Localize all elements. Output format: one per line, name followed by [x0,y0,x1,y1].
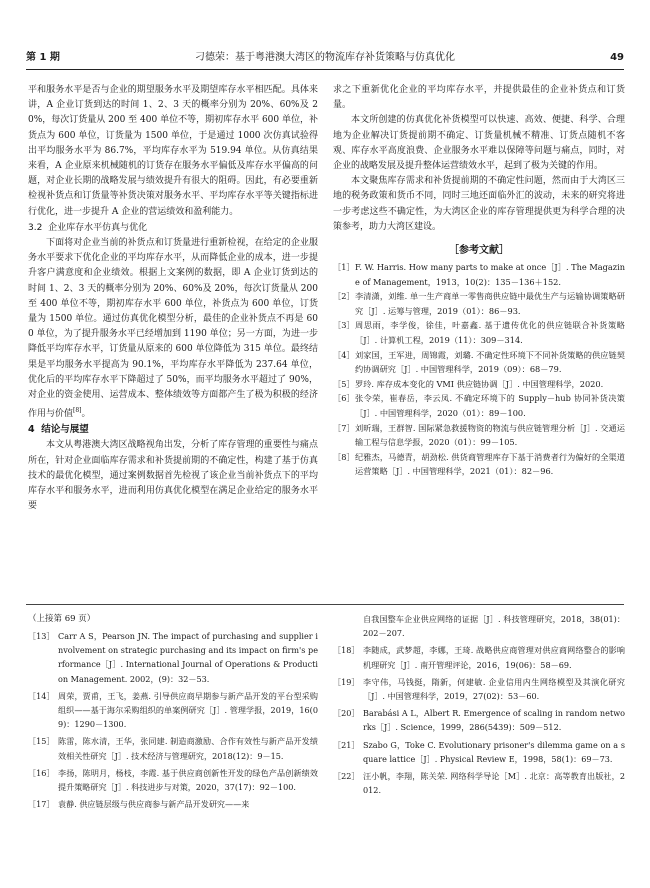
reference-item [333,738,625,766]
reference-number: ［13］ [28,631,55,641]
reference-item [333,706,625,734]
reference-number: ［21］ [333,739,360,750]
reference-item [333,612,625,640]
reference-number: ［4］ [333,349,355,360]
issue-label: 第 1 期 [26,52,60,63]
reference-list [333,260,625,479]
reference-number: ［8］ [333,451,355,462]
reference-text: 袁静. 供应链层级与供应商参与新产品开发研究——来 [58,799,250,810]
continued-refs-right [333,612,625,800]
reference-text: 李清潇，刘维. 单一生产商单一零售商供应链中最优生产与运输协调策略研究［J］. 运筹与管理，2019（01）：86－93. [355,291,625,316]
reference-number: ［14］ [28,690,55,701]
section-number: 4 [28,424,35,436]
reference-text: 汪小帆，李翔，陈关荣. 网络科学导论［M］. 北京：高等教育出版社，2012. [363,771,625,796]
reference-item [333,289,625,318]
reference-item [333,421,625,450]
reference-text: 陈雷，陈水清，王华，张同建. 制造商激励、合作有效性与新产品开发绩效相关性研究［J］. 技术经济与管理研究，2018(12)：9－15. [58,736,318,761]
reference-text: 张令荣，崔春岳，李云凤. 不确定环境下的 Supply－hub 协同补货决策［J］. 中国管理科学，2020（01）：89－100. [355,393,625,418]
reference-text: 自我国整车企业供应网络的证据［J］. 科技管理研究，2018，38(01)：202－207. [363,614,625,639]
reference-item [28,734,318,762]
reference-number: ［16］ [28,767,55,778]
reference-text: 周思雨，李学俊，徐佳，叶嘉鑫. 基于遗传优化的供应链联合补货策略［J］. 计算机工程，2019（11）：309－314. [355,320,625,345]
reference-text: Carr A S，Pearson JN. The impact of purchasing and supplier involvement on strategic purchasing and its impact on firm's performance［J］. International Journal of Operations & Production Management. 2002，(9)：32－53. [58,631,318,684]
citation-marker: [8] [73,407,82,415]
reference-number: ［22］ [333,771,360,782]
reference-text: 李扬，陈明月，杨枝，李霞. 基于供应商创新性开发的绿色产品创新绩效提升策略研究［J］. 科技进步与对策，2020，37(17)：92－100. [58,767,318,793]
reference-item [28,797,318,811]
reference-text: 罗玲. 库存成本变化的 VMI 供应链协调［J］. 中国管理科学，2020. [355,378,604,389]
reference-number: ［1］ [333,262,355,273]
reference-number: ［2］ [333,291,355,302]
reference-item [333,769,625,797]
right-column [333,83,625,479]
body-paragraph: 本文从粤港澳大湾区战略视角出发，分析了库存管理的重要性与痛点所在，针对企业面临库存需求和补货提前期的不确定性，构建了基于仿真技术的最优化模型，通过案例数据首先检视了该企业当前补货点下的平均库存水平和服务水平，进而利用仿真优化模型在满足企业给定的服务水平要 [28,440,318,512]
reference-list [28,629,318,811]
paragraph-end: 。 [81,409,91,420]
reference-list [333,612,625,797]
reference-number: ［19］ [333,676,360,687]
reference-number: ［6］ [333,393,355,404]
section-heading [28,422,318,438]
reference-number: ［20］ [333,708,360,719]
running-title: 刁德荣：基于粤港澳大湾区的物流库存补货策略与仿真优化 [195,52,455,63]
reference-text: 刘昕瑞，王群智. 国际紧急救援物资的物流与供应链管理分析［J］. 交通运输工程与信息学报，2020（01）：99－105. [355,422,625,448]
reference-item [333,348,625,377]
reference-number: ［5］ [333,378,355,389]
left-column [28,83,318,514]
reference-item [333,260,625,289]
page-header [26,48,624,68]
subsection-number: 3.2 [28,222,43,233]
reference-item [28,689,318,732]
reference-text: F. W. Harris. How many parts to make at once［J］. The Magazine of Management，1913，10(2)：135－136＋152. [355,262,625,287]
section-title: 结论与展望 [41,424,89,436]
reference-number: ［18］ [333,645,360,656]
subsection-title: 企业库存水平仿真与优化 [48,222,148,233]
reference-text: 李守伟，马钱挺，隋新，何建敏. 企业信用内生网络模型及其演化研究［J］. 中国管理科学，2019，27(02)：53－60. [363,676,625,702]
continued-note: （上接第 69 页） [28,614,96,624]
reference-number [333,612,363,640]
reference-text: 刘家国，王军进，周锦霞，刘璐. 不确定性环境下不同补货策略的供应链契约协调研究［J］. 中国管理科学，2019（09）：68－79. [355,349,625,375]
reference-number: ［7］ [333,422,355,433]
reference-number: ［17］ [28,799,55,810]
reference-item [333,318,625,347]
body-paragraph: 本文所创建的仿真优化补货模型可以快速、高效、便捷、科学、合理地为企业解决订货提前期不确定、订货量机械不精准、订货点随机不客观、库存水平高度浪费、企业服务水平难以保障等问题与痛点，同时，对企业的战略发展及提升整体运营绩效水平，起到了极为关键的作用。 [333,115,625,172]
reference-text: 周荣，贾甫，王飞，姜燕. 引导供应商早期参与新产品开发的平台型采购组织——基于海尔采购组织的单案例研究［J］. 管理学报，2019，16(09)：1290－1300. [58,690,318,730]
reference-text: 纪雅杰，马德青，胡劲松. 供货商管理库存下基于消费者行为偏好的全渠道运营策略［J］. 中国管理科学，2021（01）：82－96. [355,451,625,477]
body-paragraph: 求之下重新优化企业的平均库存水平，并提供最佳的企业补货点和订货量。 [333,85,625,111]
reference-number: ［15］ [28,736,55,747]
reference-item [333,377,625,392]
reference-text: Szabo G，Toke C. Evolutionary prisoner's dilemma game on a square lattice［J］. Physical Review E，1998，58(1)：69－73. [363,739,625,764]
reference-item [333,450,625,479]
body-paragraph [28,236,318,422]
reference-item [28,629,318,686]
body-paragraph: 平和服务水平是否与企业的期望服务水平及期望库存水平相匹配。具体来讲，A 企业订货到达的时间 1、2、3 天的概率分别为 20%、60%及 20%，每次订货量从 200 至 400 单位不等，期初库存水平 600 单位，补货点为 600 单位，订货量为 1500 单位，于是通过 1000 次仿真试验得出平均服务水平为 86.7%，平均库存水平为 519.94 单位。从仿真结果来看，A 企业原来机械随机的订货存在服务水平偏低及库存水平偏高的问题，对企业长期的战略发展与绩效提升有很大的阻碍。因此，有必要重新检视补货点和订货量等补货决策对服务水平、平均库存水平等关键指标进行优化，进一步提升 A 企业的营运绩效和盈利能力。 [28,85,318,217]
subsection-heading [28,221,318,236]
references-title: ［参考文献］ [449,245,509,257]
continued-refs-left [28,612,318,814]
paragraph-text: 下面将对企业当前的补货点和订货量进行重新检视，在给定的企业服务水平要求下优化企业的平均库存水平，从而降低企业的成本，进一步提升客户满意度和企业绩效。根据上文案例的数据，即 A 企业订货到达的时间 1、2、3 天的概率分别为 20%、60%及 20%，每次订货量从 200 至 400 单位不等，期初库存水平 600 单位，补货点为 600 单位，订货量为 1500 单位。通过仿真优化模型分析，最佳的企业补货点不再是 600 单位，为了提升服务水平已经增加到 1190 单位；另一方面，为进一步降低平均库存水平，订货量从原来的 600 单位降低为 315 单位。最终结果是平均服务水平提高为 90.1%，平均库存水平降低为 237.64 单位，优化后的平均库存水平下降超过了 50%，而平均服务水平超过了 90%，对企业的资金使用、运营成本、整体绩效等方面都产生了极为积极的经济作用与价值 [28,238,318,420]
reference-text: 李随成，武梦超，李娜，王琦. 战略供应商管理对供应商网络整合的影响机理研究［J］. 南开管理评论，2016，19(06)：58－69. [363,645,625,670]
reference-item [333,643,625,671]
header-rule [26,69,624,70]
reference-item [333,391,625,420]
page-number: 49 [610,52,624,63]
section-divider [26,604,624,605]
body-paragraph: 本文聚焦库存需求和补货提前期的不确定性问题，然而由于大湾区三地的税务政策和货币不同，同时三地还面临外汇的波动，未来的研究将进一步考虑这些不确定性，为大湾区企业的库存管理提供更为科学合理的决策参考，助力大湾区建设。 [333,176,625,232]
reference-item [333,675,625,703]
reference-item [28,766,318,794]
reference-number: ［3］ [333,320,355,331]
reference-text: Barabási A L，Albert R. Emergence of scaling in random networks［J］. Science，1999，286(5439)：509－512. [363,708,625,733]
